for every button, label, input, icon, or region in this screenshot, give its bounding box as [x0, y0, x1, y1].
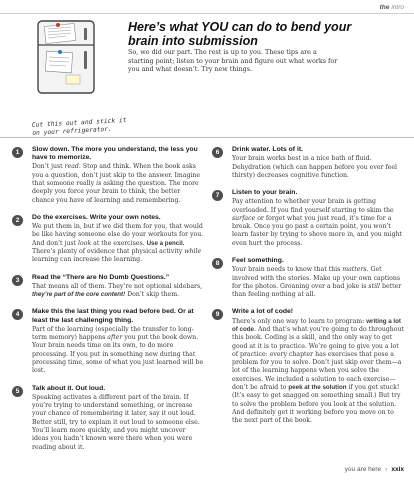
running-head	[380, 4, 404, 11]
tip-heading: Slow down. The more you understand, the less you have to memorize.	[32, 146, 198, 162]
footer-label: you are here	[344, 466, 382, 473]
tip-body-bold: peek at the solution	[288, 384, 347, 392]
handwritten-note	[32, 114, 183, 138]
tip-body-bold-emphasis: they’re part of the core content!	[32, 291, 126, 299]
tip-body-emphasis: read	[64, 163, 79, 171]
tip-body	[32, 163, 204, 204]
tip-body-bold: Use a pencil.	[146, 239, 185, 247]
tip-body	[32, 394, 204, 452]
tip-body-emphasis: matters	[342, 266, 367, 274]
tip-body-text: or forget what you just read, it’s time for a break. Once you go past a certain point, you won’t learn faster by trying to shove more in, and you might even hurt the process.	[232, 214, 403, 247]
tip-item	[12, 214, 204, 265]
tip-number-badge: 3	[12, 275, 23, 286]
tip-body-text: Speaking activates a different part of the brain. If you’re trying to understand something, or increase your chance of remembering it later, say it out loud. Better still, try to explain it out loud to someone else. You’ll learn more quickly, and you might uncover ideas you hadn’t known were there when you were reading about it.	[32, 393, 200, 451]
tip-body	[32, 326, 204, 376]
tip-number-badge: 8	[212, 258, 223, 269]
tip-body-emphasis: after	[107, 334, 123, 342]
tip-body-emphasis: still	[368, 282, 381, 290]
section-divider	[0, 137, 414, 138]
tip-item	[212, 257, 404, 299]
tip-body-text: Your brain works best in a nice bath of fluid. Dehydration (which can happen before you ever feel thirsty) decreases cognitive function.	[232, 155, 397, 179]
tips-column-left	[12, 146, 204, 461]
tip-body-text: Your brain needs to know that this	[232, 266, 343, 274]
tips-column-right	[212, 146, 404, 435]
tip-item	[12, 274, 204, 300]
running-head-section: intro	[391, 4, 404, 11]
page-title: Here’s what YOU can do to bend your brain into submission	[128, 20, 352, 48]
tip-heading: Make this the last thing you read before bed. Or at least the last challenging thing.	[32, 308, 194, 324]
tip-body-text: Part of the learning (especially the transfer to long-term memory) happens	[32, 325, 194, 342]
tip-heading: Feel something.	[232, 257, 284, 265]
tip-number-badge: 5	[12, 386, 23, 397]
tip-body-text: if you get stuck! (It’s easy to get snagged on something small.) But try to solve the problem before you look at the solution. And definitely get it working before you move on to the next part of the book.	[232, 384, 401, 425]
tip-body-emphasis: look	[78, 239, 92, 247]
tip-body-text: you put the book down. Your brain needs time on its own, to do more processing. If you put in something new during that processing time, some of what you just learned will be lost.	[32, 334, 204, 375]
tip-item	[12, 146, 204, 205]
tip-body-text: asking the question. The more deeply you force your brain to think, the better chance you have of learning and remembering.	[32, 180, 199, 204]
page-number: xxix	[391, 466, 404, 473]
tip-body-emphasis: while	[184, 247, 202, 255]
tip-number-badge: 9	[212, 309, 223, 320]
tip-heading: Read the “There are No Dumb Questions.”	[32, 273, 170, 281]
tip-number-badge: 1	[12, 147, 23, 158]
tip-body	[32, 283, 204, 300]
tip-heading: Talk about it. Out loud.	[32, 384, 106, 392]
tip-body-text: . Stop and think. When the book asks you a question, don’t just skip to the answer. Imagine that someone really	[32, 163, 201, 187]
tip-body-text: We put them in, but if we did them for you, that would be like having someone else do your workouts for you. And don’t just	[32, 223, 204, 247]
handwritten-note-line: Cut this out and stick it	[31, 116, 127, 129]
handwritten-note-line: on your refrigerator.	[32, 125, 112, 137]
tip-body-text: There’s only one way to learn to program:	[232, 317, 367, 325]
intro-paragraph: So, we did our part. The rest is up to you. These tips are a starting point; listen to your brain and figure out what works for you and what doesn’t. Try new things.	[128, 48, 338, 74]
tip-number-badge: 6	[212, 147, 223, 158]
running-head-book: the	[379, 4, 390, 11]
tip-heading: Listen to your brain.	[232, 189, 298, 197]
tip-body	[232, 266, 404, 299]
page-footer	[345, 466, 404, 473]
tip-body	[232, 318, 404, 426]
tip-body-bold: writing a lot of code	[232, 317, 401, 333]
tip-heading: Write a lot of code!	[232, 308, 294, 316]
tip-item	[212, 146, 404, 180]
tip-body-emphasis: is	[96, 180, 102, 187]
tip-number-badge: 2	[12, 215, 23, 226]
tip-body-text: . And that’s what you’re going to do throughout this book. Coding is a skill, and the only way to get good at it is to practice. We’re going to give you a lot of practice: every chapter has exercises that pose a problem for you to solve. Don’t just skip over them—a lot of the learning happens when you solve the exercises. We included a solution to each exercise—don’t be afraid to	[232, 325, 404, 392]
footer-arrow: ›	[385, 466, 388, 473]
tip-body-text: Don’t skip them.	[125, 291, 180, 299]
refrigerator-illustration	[36, 19, 96, 95]
tip-body	[232, 155, 404, 180]
tip-body-text: Pay attention to whether your brain is getting overloaded. If you find yourself starting to skim the	[232, 198, 394, 214]
tip-body-text: learning can increase the learning.	[32, 256, 143, 264]
tip-body-text: There’s plenty of evidence that physical activity	[32, 247, 185, 255]
tip-heading: Do the exercises. Write your own notes.	[32, 213, 161, 221]
tip-body-text: That means all of them. They’re not optional sidebars,	[32, 282, 203, 290]
tip-body-text: Don’t just	[32, 163, 65, 171]
tip-item	[12, 308, 204, 375]
tip-body-emphasis: surface	[232, 214, 256, 222]
tip-body-text: at the exercises.	[91, 239, 147, 247]
tip-heading: Drink water. Lots of it.	[232, 146, 303, 153]
tip-item	[212, 189, 404, 248]
tip-item	[212, 308, 404, 425]
tip-number-badge: 7	[212, 190, 223, 201]
tip-body	[32, 223, 204, 264]
tip-item	[12, 385, 204, 452]
tip-body-text: . Get involved with the stories. Make up your own captions for the photos. Groaning over a bad joke is	[232, 266, 401, 290]
tip-body-text: better than feeling nothing at all.	[232, 282, 402, 299]
header-rule	[0, 13, 414, 14]
tip-number-badge: 4	[12, 309, 23, 320]
tip-body	[232, 198, 404, 248]
